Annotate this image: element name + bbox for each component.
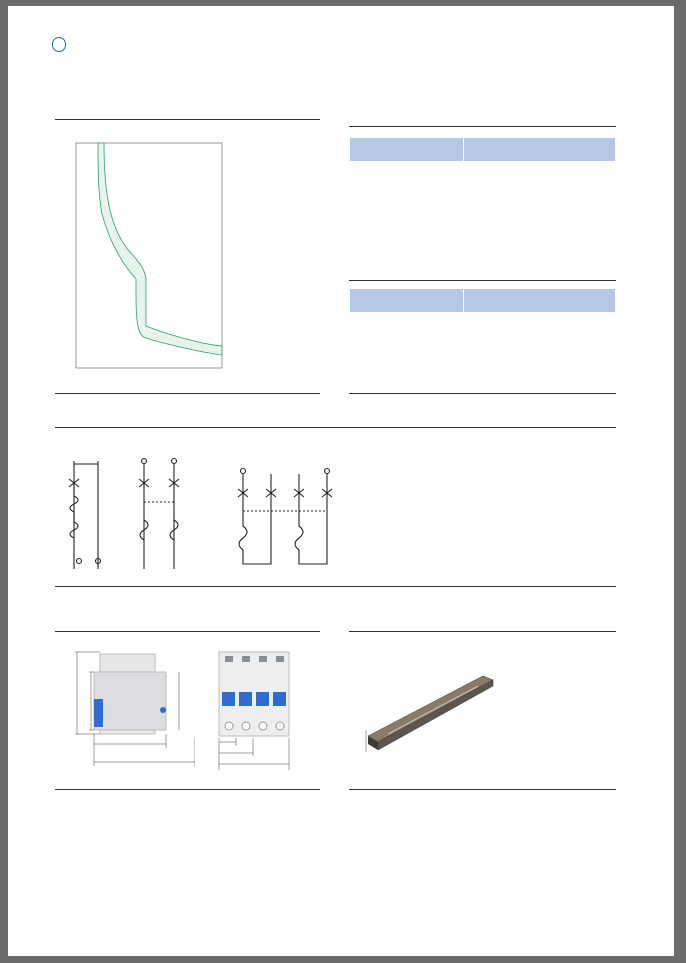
tripping-band bbox=[98, 143, 222, 355]
divider bbox=[349, 789, 616, 790]
divider bbox=[55, 586, 616, 587]
divider bbox=[349, 126, 616, 127]
divider bbox=[55, 427, 616, 428]
document-title bbox=[108, 37, 116, 53]
divider bbox=[55, 393, 320, 394]
divider bbox=[349, 393, 616, 394]
power-table bbox=[349, 288, 616, 313]
dc-wiring-diagram bbox=[48, 434, 348, 584]
divider bbox=[349, 280, 616, 281]
wiring-header-current bbox=[350, 138, 464, 162]
tripping-curve-chart bbox=[48, 124, 278, 386]
page-code-badge bbox=[52, 37, 66, 52]
power-header-consumption bbox=[464, 289, 616, 313]
front-view-drawing bbox=[205, 646, 305, 772]
divider bbox=[55, 119, 320, 120]
divider bbox=[55, 631, 320, 632]
din-rail-drawing bbox=[358, 666, 498, 766]
wiring-header-area bbox=[464, 138, 616, 162]
wiring-table bbox=[349, 137, 616, 162]
divider bbox=[349, 631, 616, 632]
side-view-drawing bbox=[55, 642, 195, 770]
power-header-current bbox=[350, 289, 464, 313]
datasheet-page bbox=[8, 6, 674, 956]
divider bbox=[55, 789, 320, 790]
